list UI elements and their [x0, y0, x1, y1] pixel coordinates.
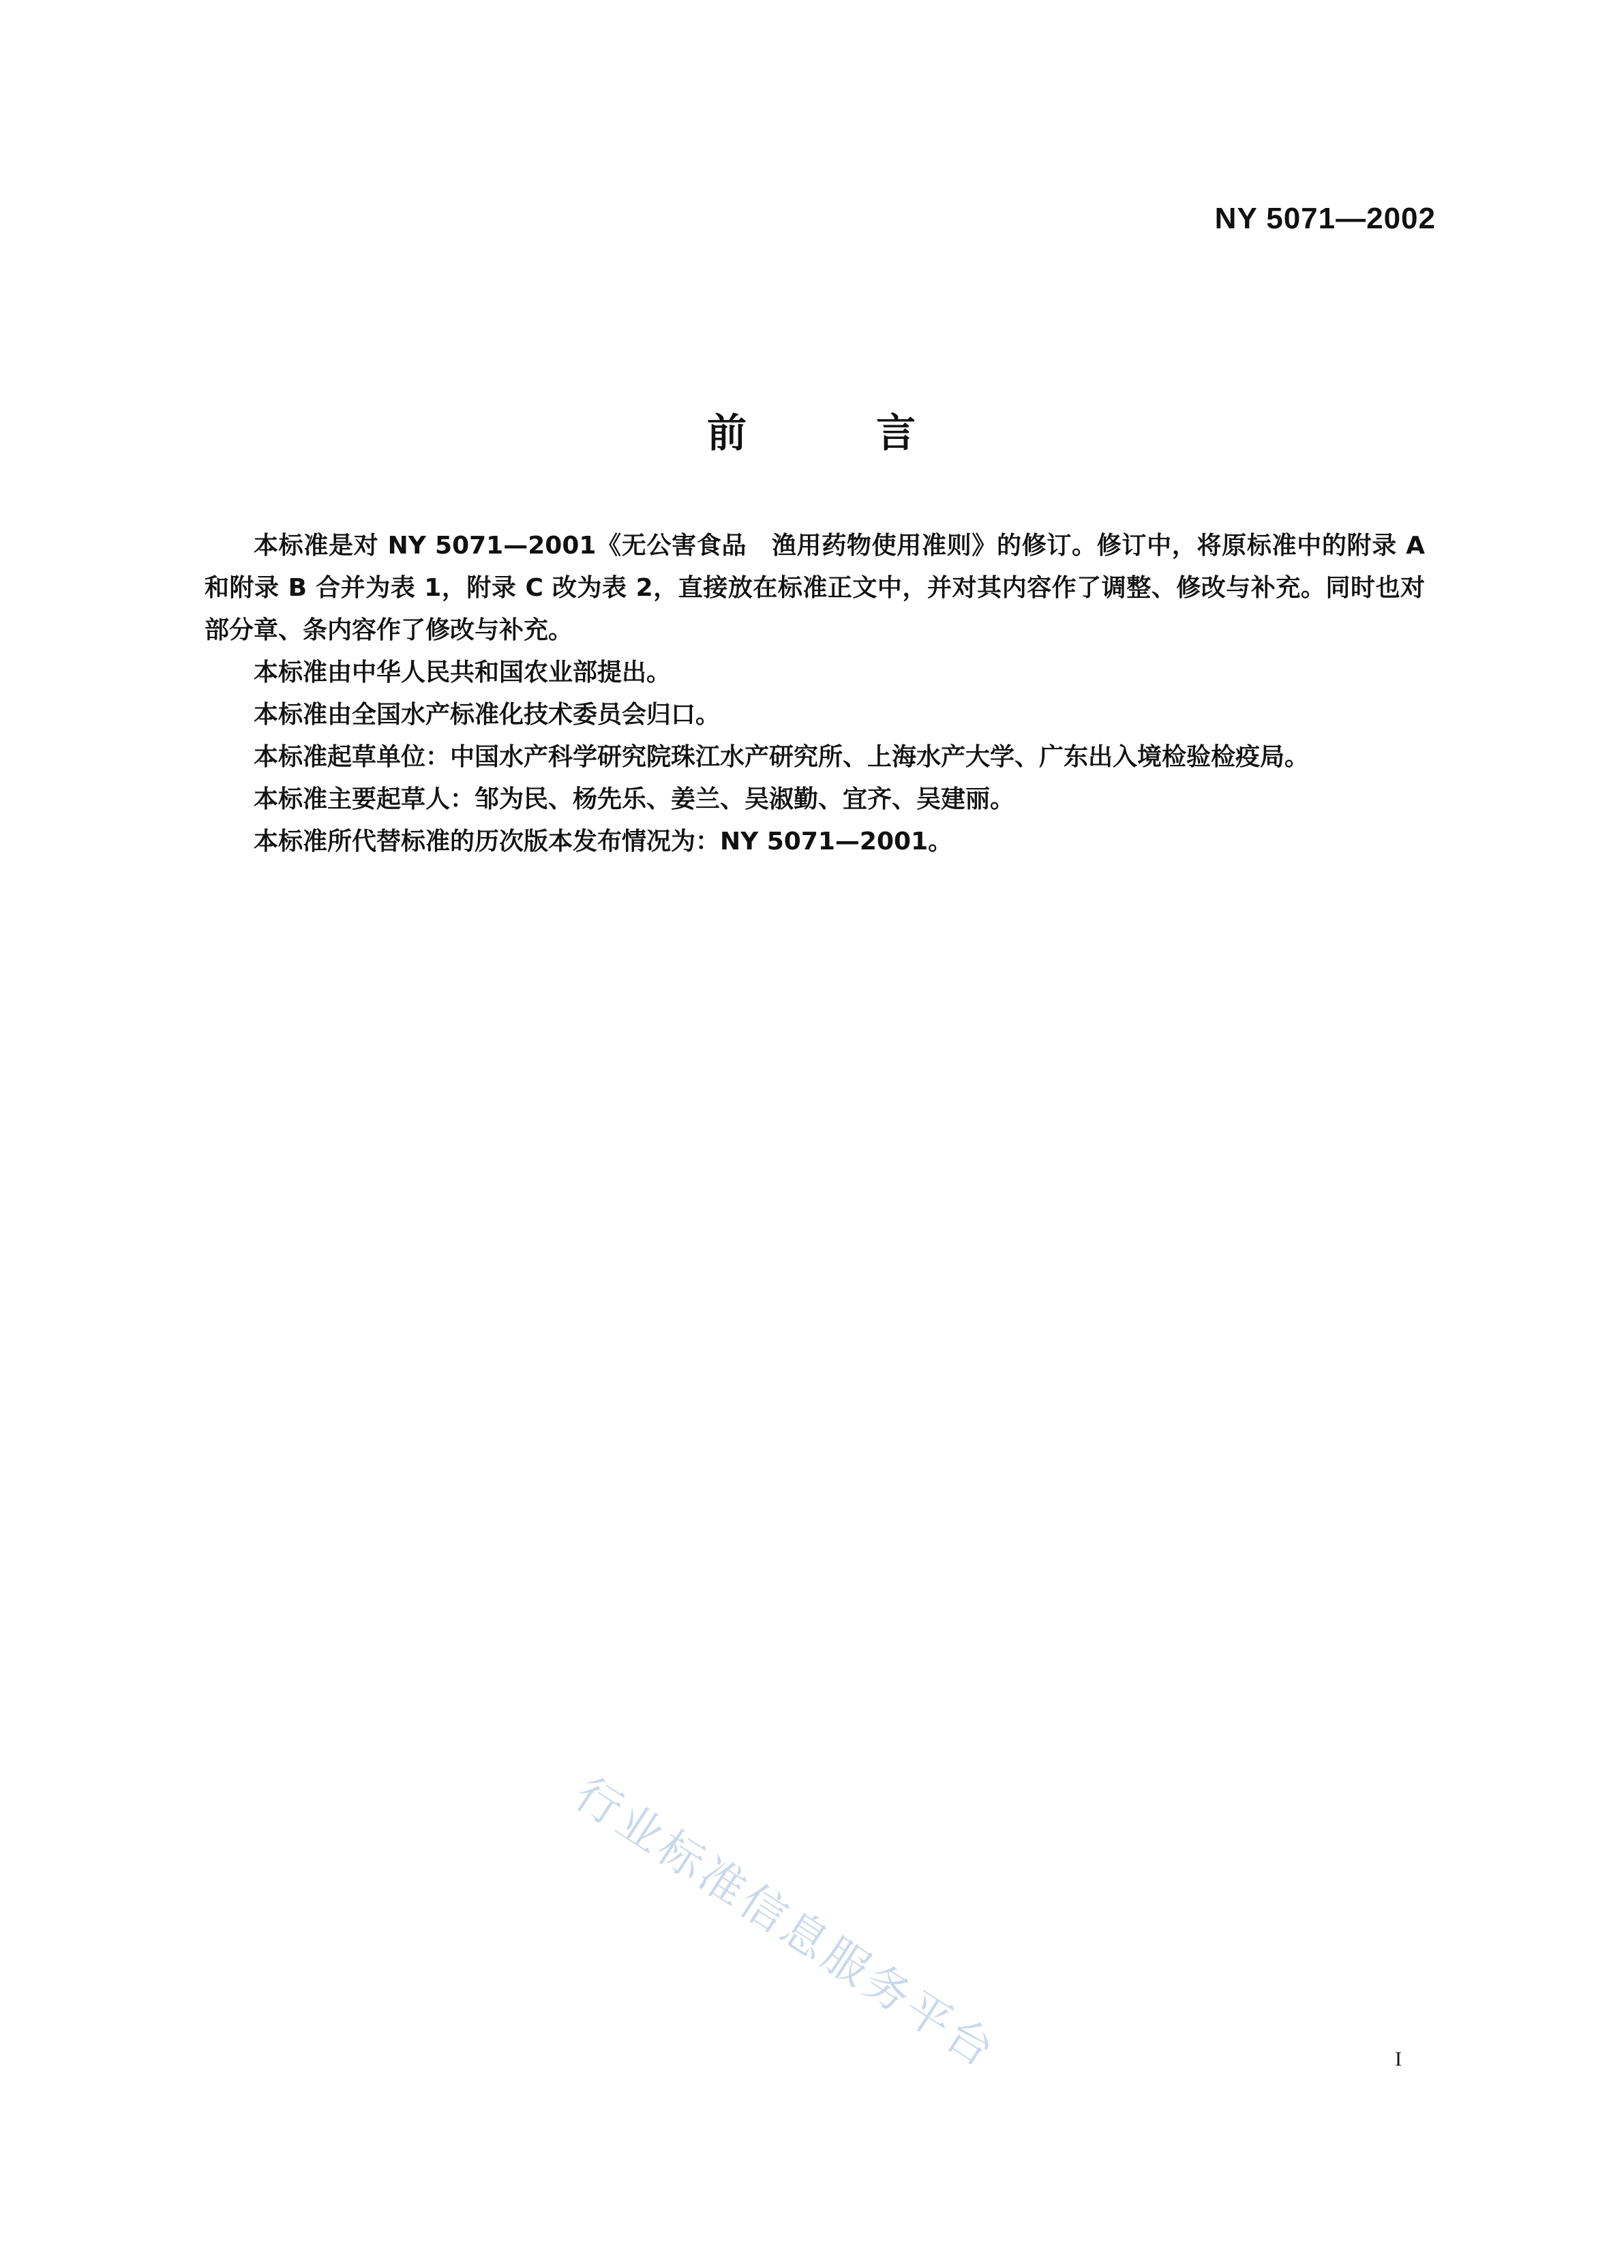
paragraph-centralized: 本标准由全国水产标准化技术委员会归口。 — [254, 701, 721, 729]
page-title — [707, 401, 916, 458]
paragraph-drafters: 本标准主要起草人：邹为民、杨先乐、姜兰、吴淑勤、宜齐、吴建丽。 — [254, 785, 1015, 813]
title-char-2: 言 — [875, 410, 916, 456]
standard-code: NY 5071—2002 — [1214, 202, 1436, 235]
paragraph-drafting-units: 本标准起草单位：中国水产科学研究院珠江水产研究所、上海水产大学、广东出入境检验检疫局。 — [254, 743, 1310, 771]
paragraph-proposer: 本标准由中华人民共和国农业部提出。 — [254, 659, 672, 686]
title-char-1: 前 — [707, 410, 747, 456]
paragraph-previous-versions: 本标准所代替标准的历次版本发布情况为：NY 5071—2001。 — [254, 828, 953, 856]
page-number: I — [1395, 2048, 1402, 2070]
foreword-body — [205, 525, 1425, 863]
watermark: 行业标准信息服务平台 — [565, 1767, 1006, 2079]
paragraph-revision: 本标准是对 NY 5071—2001《无公害食品 渔用药物使用准则》的修订。修订中，将原标准中的附录 A 和附录 B 合并为表 1，附录 C 改为表 2，直接放在标准正文中，并对其内容作了调整、修改与补充。同时也对部分章、条内容作了修改与补充。 — [205, 532, 1425, 644]
